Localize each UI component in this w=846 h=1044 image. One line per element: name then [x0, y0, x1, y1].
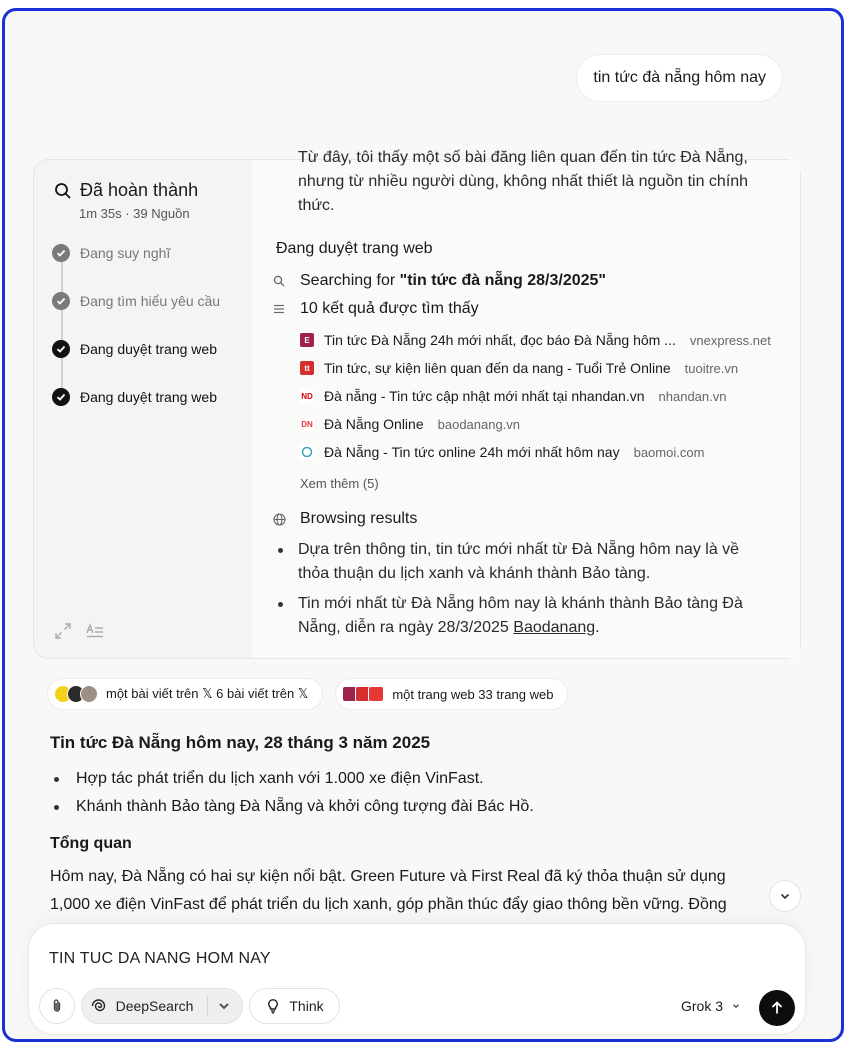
list-icon — [273, 303, 285, 315]
attach-button[interactable] — [39, 988, 75, 1024]
chevron-down-icon[interactable] — [216, 998, 232, 1014]
result-link[interactable] — [300, 416, 520, 432]
message-composer — [28, 923, 806, 1035]
app-window — [2, 8, 844, 1042]
browsing-results-label: Browsing results — [300, 510, 418, 527]
avatar — [80, 685, 98, 703]
step-label: Đang duyệt trang web — [80, 341, 217, 357]
bullet-item: Tin mới nhất từ Đà Nẵng hôm nay là khánh thành Bảo tàng Đà Nẵng, diễn ra ngày 28/3/2025 Baodanang. — [272, 592, 772, 640]
deepsearch-button[interactable] — [81, 988, 243, 1024]
result-title: Đà Nẵng - Tin tức online 24h mới nhất hôm nay — [324, 444, 620, 460]
result-domain: baodanang.vn — [437, 416, 521, 432]
check-icon — [52, 340, 70, 358]
step-item[interactable] — [52, 388, 217, 406]
see-more-link[interactable]: Xem thêm (5) — [300, 476, 379, 491]
sources-chips — [47, 678, 568, 710]
search-progress-card — [33, 149, 801, 659]
message-input[interactable]: TIN TUC DA NANG HOM NAY — [49, 950, 271, 967]
result-link[interactable] — [300, 444, 704, 460]
overview-heading: Tổng quan — [50, 835, 132, 852]
step-item[interactable] — [52, 292, 220, 310]
result-title: Tin tức, sự kiện liên quan đến da nang - Tuổi Trẻ Online — [324, 360, 671, 376]
result-title: Đà Nẵng Online — [324, 416, 424, 432]
results-count: 10 kết quả được tìm thấy — [300, 300, 479, 317]
answer-content — [50, 733, 770, 919]
nhandan-favicon-icon: ND — [300, 389, 314, 403]
think-label: Think — [289, 998, 324, 1014]
scroll-down-button[interactable] — [769, 880, 801, 912]
lightbulb-icon — [265, 998, 281, 1014]
user-message-bubble — [576, 54, 783, 102]
answer-bullet: Khánh thành Bảo tàng Đà Nẵng và khởi công tượng đài Bác Hồ. — [50, 795, 770, 819]
model-label: Grok 3 — [680, 998, 723, 1014]
searching-row — [272, 272, 606, 290]
web-pages-chip[interactable] — [335, 678, 568, 710]
answer-bullet: Hợp tác phát triển du lịch xanh với 1.000 xe điện VinFast. — [50, 767, 770, 791]
result-link[interactable] — [300, 360, 738, 376]
result-title: Đà nẵng - Tin tức cập nhật mới nhất tại nhandan.vn — [324, 388, 645, 404]
step-item[interactable] — [52, 244, 170, 262]
tuoitre-favicon-icon: tt — [300, 361, 314, 375]
browsing-results-row — [272, 510, 417, 528]
result-domain: vnexpress.net — [689, 332, 771, 348]
searching-prefix: Searching for — [300, 272, 400, 289]
web-pages-label: một trang web 33 trang web — [392, 686, 554, 702]
baomoi-favicon-icon — [300, 445, 314, 459]
step-label: Đang tìm hiểu yêu cầu — [80, 293, 221, 309]
browsing-heading: Đang duyệt trang web — [276, 240, 433, 257]
searching-query: "tin tức đà nẵng 28/3/2025" — [399, 272, 606, 289]
check-icon — [52, 388, 70, 406]
timeline-line — [61, 252, 63, 402]
x-avatars — [54, 685, 98, 703]
deepsearch-label: DeepSearch — [115, 998, 194, 1014]
text-format-icon[interactable] — [86, 622, 104, 640]
chevron-down-icon — [779, 890, 791, 902]
search-icon — [273, 275, 285, 287]
source-link[interactable]: Baodanang — [513, 619, 596, 636]
check-icon — [52, 244, 70, 262]
result-domain: tuoitre.vn — [684, 360, 739, 376]
x-posts-label: một bài viết trên 𝕏 6 bài viết trên 𝕏 — [106, 686, 309, 701]
result-link[interactable] — [300, 388, 726, 404]
vnexpress-favicon-icon: E — [300, 333, 314, 347]
results-count-row — [272, 300, 479, 318]
step-label: Đang suy nghĩ — [80, 245, 171, 261]
step-item[interactable] — [52, 340, 217, 358]
globe-icon — [273, 513, 286, 526]
browsing-bullets — [272, 538, 772, 646]
user-message-text: tin tức đà nẵng hôm nay — [593, 69, 766, 86]
bullet-item: Dựa trên thông tin, tin tức mới nhất từ Đà Nẵng hôm nay là về thỏa thuận du lịch xanh và khánh thành Bảo tàng. — [272, 538, 772, 586]
status-meta: 1m 35s · 39 Nguồn — [79, 206, 190, 221]
status-title-text: Đã hoàn thành — [80, 180, 199, 200]
check-icon — [52, 292, 70, 310]
chevron-down-icon — [731, 1001, 741, 1011]
search-icon — [54, 182, 72, 200]
expand-icon[interactable] — [54, 622, 72, 640]
card-tools — [54, 622, 104, 640]
overview-paragraph: Hôm nay, Đà Nẵng có hai sự kiện nổi bật. Green Future và First Real đã ký thỏa thuận sử dụng 1,000 xe điện VinFast để phát triển du lịch xanh, góp phần thúc đẩy giao thông bền vững. Đồng — [50, 868, 727, 913]
deepsearch-icon — [92, 998, 108, 1014]
send-button[interactable] — [759, 990, 795, 1026]
search-detail-panel — [252, 149, 800, 658]
search-status-panel — [34, 160, 252, 658]
result-title: Tin tức Đà Nẵng 24h mới nhất, đọc báo Đà Nẵng hôm ... — [324, 332, 676, 348]
step-label: Đang duyệt trang web — [80, 389, 217, 405]
status-title[interactable] — [54, 180, 198, 201]
think-button[interactable] — [249, 988, 340, 1024]
model-selector[interactable] — [681, 998, 741, 1014]
baodanang-favicon-icon: DN — [300, 417, 314, 431]
paperclip-icon — [49, 998, 65, 1014]
result-link[interactable] — [300, 332, 771, 348]
result-domain: nhandan.vn — [658, 388, 727, 404]
intro-paragraph: Từ đây, tôi thấy một số bài đăng liên quan đến tin tức Đà Nẵng, nhưng từ nhiều người dùng, không nhất thiết là nguồn tin chính thức. — [298, 149, 749, 214]
arrow-up-icon — [769, 1000, 785, 1016]
result-domain: baomoi.com — [633, 444, 705, 460]
x-posts-chip[interactable] — [47, 678, 323, 710]
baodanang-favicon-icon — [368, 686, 384, 702]
answer-heading: Tin tức Đà Nẵng hôm nay, 28 tháng 3 năm 2025 — [50, 733, 431, 752]
web-favicons — [342, 686, 384, 702]
